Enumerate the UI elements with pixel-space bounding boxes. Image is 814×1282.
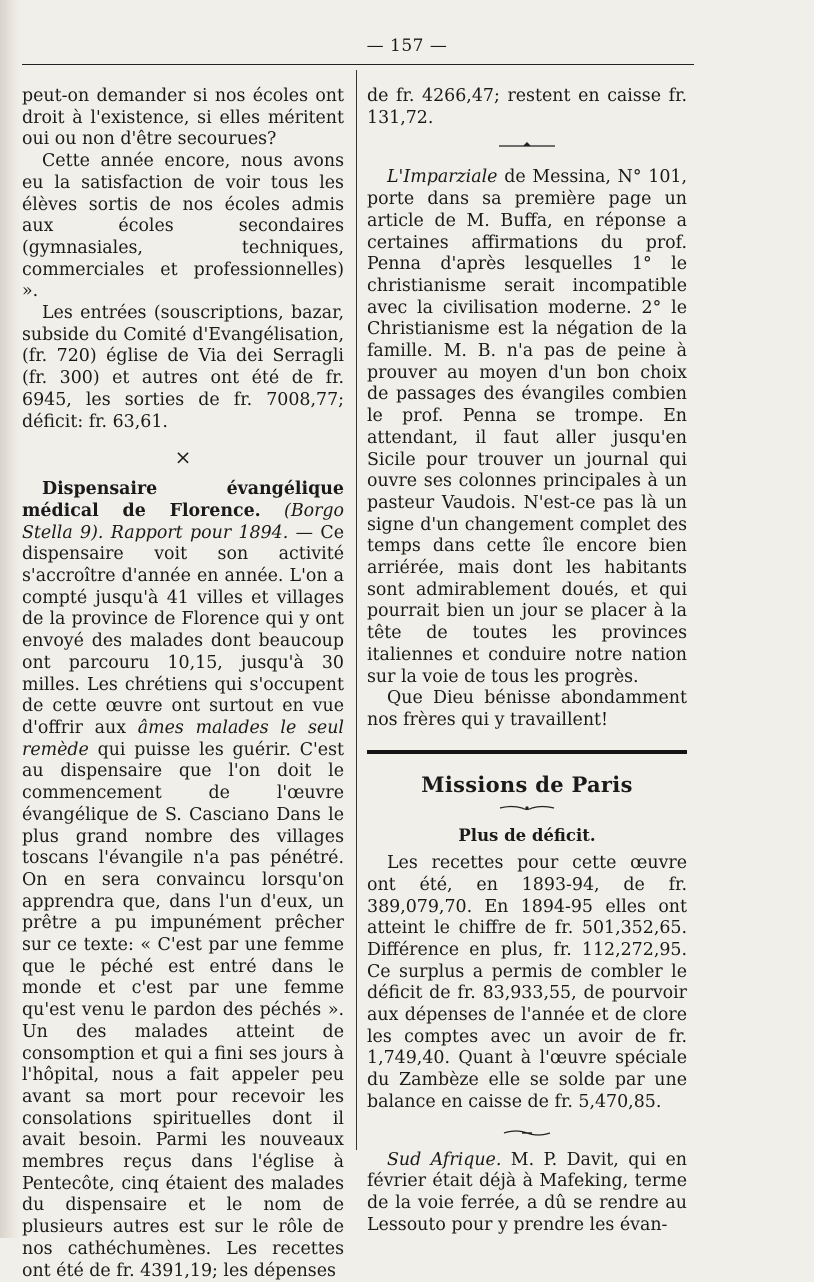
missions-paragraph: Les recettes pour cette œuvre ont été, en 1893-94, de fr. 389,079,70. En 1894-95 elles ont atteint le chiffre de fr. 501,352,65. Différence en plus, fr. 112,272,95. Ce surplus a permis de combler le déficit de fr. 83,933,55, de pourvoir aux dépenses de l'année et de clore les comptes avec un avoir de fr. 1,749,40. Quant à l'œuvre spéciale du Zambèze elle se solde par une balance en caisse de fr. 5,470,85.	[367, 853, 687, 1112]
imparziale-name: L'Imparziale	[387, 167, 498, 188]
left-column	[22, 86, 344, 1282]
right-paragraph-blessing: Que Dieu bénisse abondamment nos frères qui y travaillent!	[367, 688, 687, 730]
sub-title: Plus de déficit.	[458, 826, 596, 846]
sud-afrique-text: M. P. Davit, qui en février était déjà à Mafeking, terme de la voie ferrée, a dû se rendre au Lessouto pour y prendre les évan-	[367, 1149, 687, 1235]
header-rule	[22, 64, 694, 65]
sud-afrique-heading: Sud Afrique.	[387, 1149, 502, 1170]
page-number: — 157 —	[366, 36, 448, 56]
dash-ornament-icon	[497, 139, 557, 151]
imparziale-text: de Messina, N° 101, porte dans sa première page un article de M. Buffa, en réponse a certaines affirmations du prof. Penna d'après lesquelles 1° le christianisme serait incompatible avec la civilisation moderne. 2° le Christianisme est la négation de la famille. M. B. n'a pas de peine à prouver au moyen d'un bon choix de passages des évangiles combien le prof. Penna se trompe. En attendant, il faut aller jusqu'en Sicile pour trouver un journal qui ouvre ses colonnes principales à un pasteur Vaudois. N'est-ce pas là un signe d'un changement complet des temps dans cette île encore bien arriérée, mais dont les habitants sont admirablement doués, et qui pourrait bien un jour se placer à la tête de toutes les provinces italiennes et conduire notre nation sur la voie de tous les progrès.	[367, 167, 688, 687]
dispensaire-italic-phrase: âmes malades le seul remède	[22, 717, 344, 760]
dispensaire-heading: Dispensaire évangélique médical de Florence.	[22, 479, 344, 521]
left-paragraph-3: Les entrées (souscriptions, bazar, subside du Comité d'Evangélisation, (fr. 720) église de Via dei Serragli (fr. 300) et autres ont été de fr. 6945, les sorties de fr. 7008,77; déficit: fr. 63,61.	[22, 303, 344, 432]
flourish-ornament-icon	[498, 1128, 556, 1138]
section-separator-mark: ×	[174, 445, 192, 470]
imparziale-article	[367, 167, 687, 688]
dispensaire-text-b: qui puisse les guérir. C'est au dispensaire que l'on doit le commencement de l'œuvre évangélique de S. Casciano Dans le plus grand nombre des villages toscans l'évangile n'a pas pénétré. On en sera convaincu lorsqu'on apprendra que, dans l'un d'eux, un prêtre a pu impunément prêcher sur ce texte: « C'est par une femme que le péché est entré dans le monde et c'est par une femme qu'est venu le pardon des péchés ». Un des malades atteint de consomption et qui a fini ses jours à l'hôpital, nous a fait appeler peu avant sa mort pour recevoir les consolations spirituelles dont il avait besoin. Parmi les nouveaux membres reçus dans l'église à Pentecôte, cinq étaient des malades du dispensaire et le nom de plusieurs autres est sur le rôle de nos cathéchumènes. Les recettes ont été de fr. 4391,19; les dépenses	[22, 739, 344, 1281]
column-divider	[356, 70, 357, 1150]
section-thick-rule	[367, 750, 687, 754]
left-paragraph-1: peut-on demander si nos écoles ont droit à l'existence, si elles méritent oui ou non d'être secourues?	[22, 86, 344, 150]
page-edge-shadow	[0, 0, 20, 1238]
left-paragraph-2: Cette année encore, nous avons eu la satisfaction de voir tous les élèves sortis de nos écoles admis aux écoles secondaires (gymnasiales, techniques, commerciales et professionnelles) ».	[22, 151, 344, 302]
dispensaire-article	[22, 479, 344, 1282]
section-title: Missions de Paris	[421, 771, 633, 797]
dispensaire-reference: (Borgo Stella 9). Rapport pour 1894.	[22, 500, 344, 543]
sud-afrique-article	[367, 1150, 687, 1237]
dispensaire-text-a: — Ce dispensaire voit son activité s'accroître d'année en année. L'on a compté jusqu'à 41 villes et villages de la province de Florence qui y ont envoyé des malades dont beaucoup ont parcouru 10,15, jusqu'à 30 milles. Les chrétiens qui s'occupent de cette œuvre ont surtout en vue d'offrir aux	[22, 522, 344, 738]
right-column	[367, 86, 687, 1236]
right-paragraph-1: de fr. 4266,47; restent en caisse fr. 131,72.	[367, 86, 687, 128]
flourish-ornament-icon	[498, 803, 556, 813]
